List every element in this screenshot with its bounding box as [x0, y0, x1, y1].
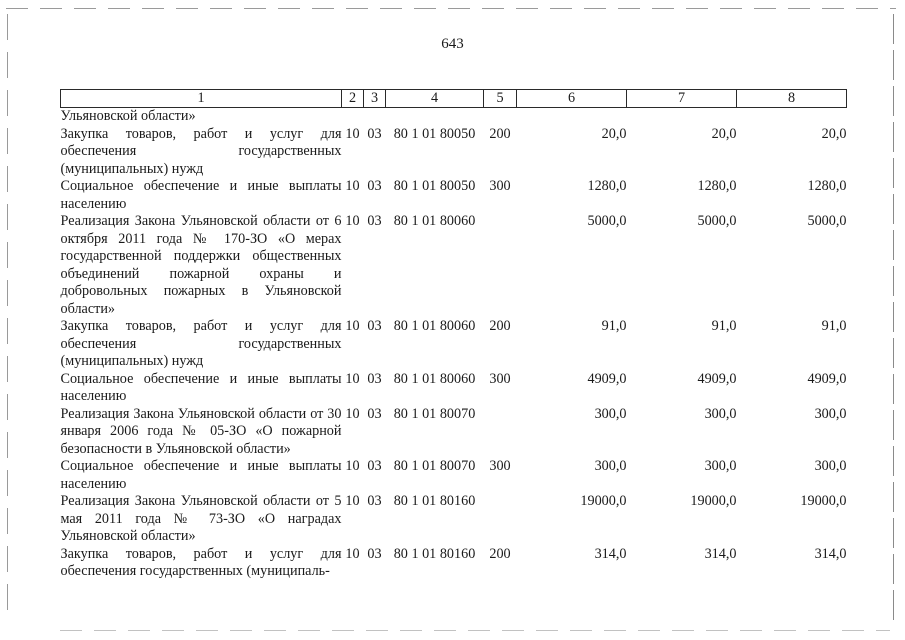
table-row [61, 318, 847, 371]
target-article-code: 80 1 01 80050 [393, 125, 476, 142]
expense-type-code: 200 [489, 318, 511, 334]
header-cell: 6 [517, 90, 627, 108]
expense-type-code [484, 213, 517, 318]
expense-type-code [484, 406, 517, 459]
target-article-code: 80 1 01 80050 [393, 178, 476, 194]
expense-type-code [484, 108, 517, 126]
subsection-code: 03 [367, 318, 382, 334]
subsection-code: 03 [367, 125, 382, 142]
scan-edge-right [893, 14, 894, 624]
row-name: Социальное обеспечение и иные выплаты населению [60, 458, 342, 492]
table-header-row [61, 90, 847, 108]
amount-col-7: 91,0 [711, 318, 737, 334]
table-body [61, 108, 847, 581]
section-code: 10 [345, 318, 360, 334]
subsection-code [364, 108, 386, 126]
target-article-code: 80 1 01 80070 [393, 458, 476, 474]
amount-col-7: 300,0 [704, 405, 737, 422]
row-name: Социальное обеспечение и иные выплаты населению [60, 370, 342, 404]
expense-type-code: 200 [489, 545, 511, 562]
amount-col-6 [517, 108, 627, 126]
subsection-code: 03 [367, 405, 382, 422]
section-code: 10 [345, 493, 360, 509]
table-row [61, 108, 847, 126]
page-number: 643 [441, 36, 464, 52]
amount-col-6: 1280,0 [587, 178, 627, 194]
row-name: Реализация Закона Ульяновской области от 6 октября 2011 года № 170-ЗО «О мерах государственной поддержки общественных объединений пожарной охраны и добровольных пожарных в Ульяновской области» [60, 213, 342, 317]
amount-col-8: 300,0 [814, 458, 847, 474]
row-name: Реализация Закона Ульяновской области от 5 мая 2011 года № 73-ЗО «О наградах Ульяновской области» [60, 493, 342, 544]
section-code: 10 [345, 405, 360, 422]
row-name: Закупка товаров, работ и услуг для обеспечения государственных (муниципальных) нужд [60, 318, 342, 369]
subsection-code: 03 [367, 545, 382, 562]
section-code: 10 [345, 458, 360, 474]
subsection-code: 03 [367, 370, 382, 387]
row-name: Закупка товаров, работ и услуг для обеспечения государственных (муниципальных) нужд [60, 125, 342, 177]
amount-col-7: 314,0 [704, 545, 737, 562]
table-row [61, 546, 847, 581]
row-name: Закупка товаров, работ и услуг для обеспечения государственных (муниципаль- [60, 545, 342, 579]
amount-col-6: 91,0 [601, 318, 627, 334]
target-article-code: 80 1 01 80060 [393, 318, 476, 334]
amount-col-7: 19000,0 [690, 493, 737, 509]
amount-col-7: 4909,0 [697, 370, 737, 387]
amount-col-7: 20,0 [711, 125, 737, 142]
header-cell: 2 [342, 90, 364, 108]
expense-type-code: 300 [489, 458, 511, 474]
amount-col-8: 4909,0 [807, 370, 847, 387]
amount-col-8: 314,0 [814, 545, 847, 562]
table-row [61, 213, 847, 318]
amount-col-8: 300,0 [814, 405, 847, 422]
table-row [61, 493, 847, 546]
section-code: 10 [345, 178, 360, 194]
amount-col-6: 314,0 [594, 545, 627, 562]
budget-table [60, 89, 847, 581]
amount-col-8: 5000,0 [807, 213, 847, 229]
subsection-code: 03 [367, 493, 382, 509]
target-article-code: 80 1 01 80160 [393, 545, 476, 562]
expense-type-code: 300 [489, 370, 511, 387]
subsection-code: 03 [367, 458, 382, 474]
section-code [342, 108, 364, 126]
amount-col-8: 1280,0 [807, 178, 847, 194]
table-row [61, 371, 847, 406]
target-article-code: 80 1 01 80070 [393, 405, 476, 422]
row-name: Ульяновской области» [60, 108, 196, 124]
header-cell: 4 [386, 90, 484, 108]
header-cell: 3 [364, 90, 386, 108]
amount-col-6: 19000,0 [580, 493, 627, 509]
header-cell: 5 [484, 90, 517, 108]
subsection-code: 03 [367, 178, 382, 194]
section-code: 10 [345, 370, 360, 387]
header-cell: 8 [737, 90, 847, 108]
target-article-code: 80 1 01 80060 [393, 370, 476, 387]
scan-edge-left [7, 14, 8, 614]
section-code: 10 [345, 545, 360, 562]
table-row [61, 178, 847, 213]
expense-type-code: 300 [489, 178, 511, 194]
row-name: Реализация Закона Ульяновской области от 30 января 2006 года № 05-ЗО «О пожарной безопасности в Ульяновской области» [60, 405, 342, 457]
target-article-code: 80 1 01 80160 [393, 493, 476, 509]
amount-col-6: 5000,0 [587, 213, 627, 229]
expense-type-code [484, 493, 517, 546]
amount-col-7: 1280,0 [697, 178, 737, 194]
section-code: 10 [345, 125, 360, 142]
row-name: Социальное обеспечение и иные выплаты населению [60, 178, 342, 212]
amount-col-8: 20,0 [821, 125, 847, 142]
amount-col-7: 300,0 [704, 458, 737, 474]
amount-col-6: 20,0 [601, 125, 627, 142]
amount-col-6: 4909,0 [587, 370, 627, 387]
scan-edge-top [6, 8, 896, 9]
amount-col-7 [627, 108, 737, 126]
expense-type-code: 200 [489, 125, 511, 142]
amount-col-7: 5000,0 [697, 213, 737, 229]
amount-col-6: 300,0 [594, 458, 627, 474]
amount-col-8: 19000,0 [800, 493, 847, 509]
table-row [61, 458, 847, 493]
target-article-code [386, 108, 484, 126]
section-code: 10 [345, 213, 360, 229]
amount-col-8: 91,0 [821, 318, 847, 334]
table-row [61, 126, 847, 179]
header-cell: 7 [627, 90, 737, 108]
scan-edge-bottom [60, 630, 890, 631]
table-row [61, 406, 847, 459]
amount-col-8 [737, 108, 847, 126]
header-cell: 1 [61, 90, 342, 108]
amount-col-6: 300,0 [594, 405, 627, 422]
subsection-code: 03 [367, 213, 382, 229]
target-article-code: 80 1 01 80060 [393, 213, 476, 229]
